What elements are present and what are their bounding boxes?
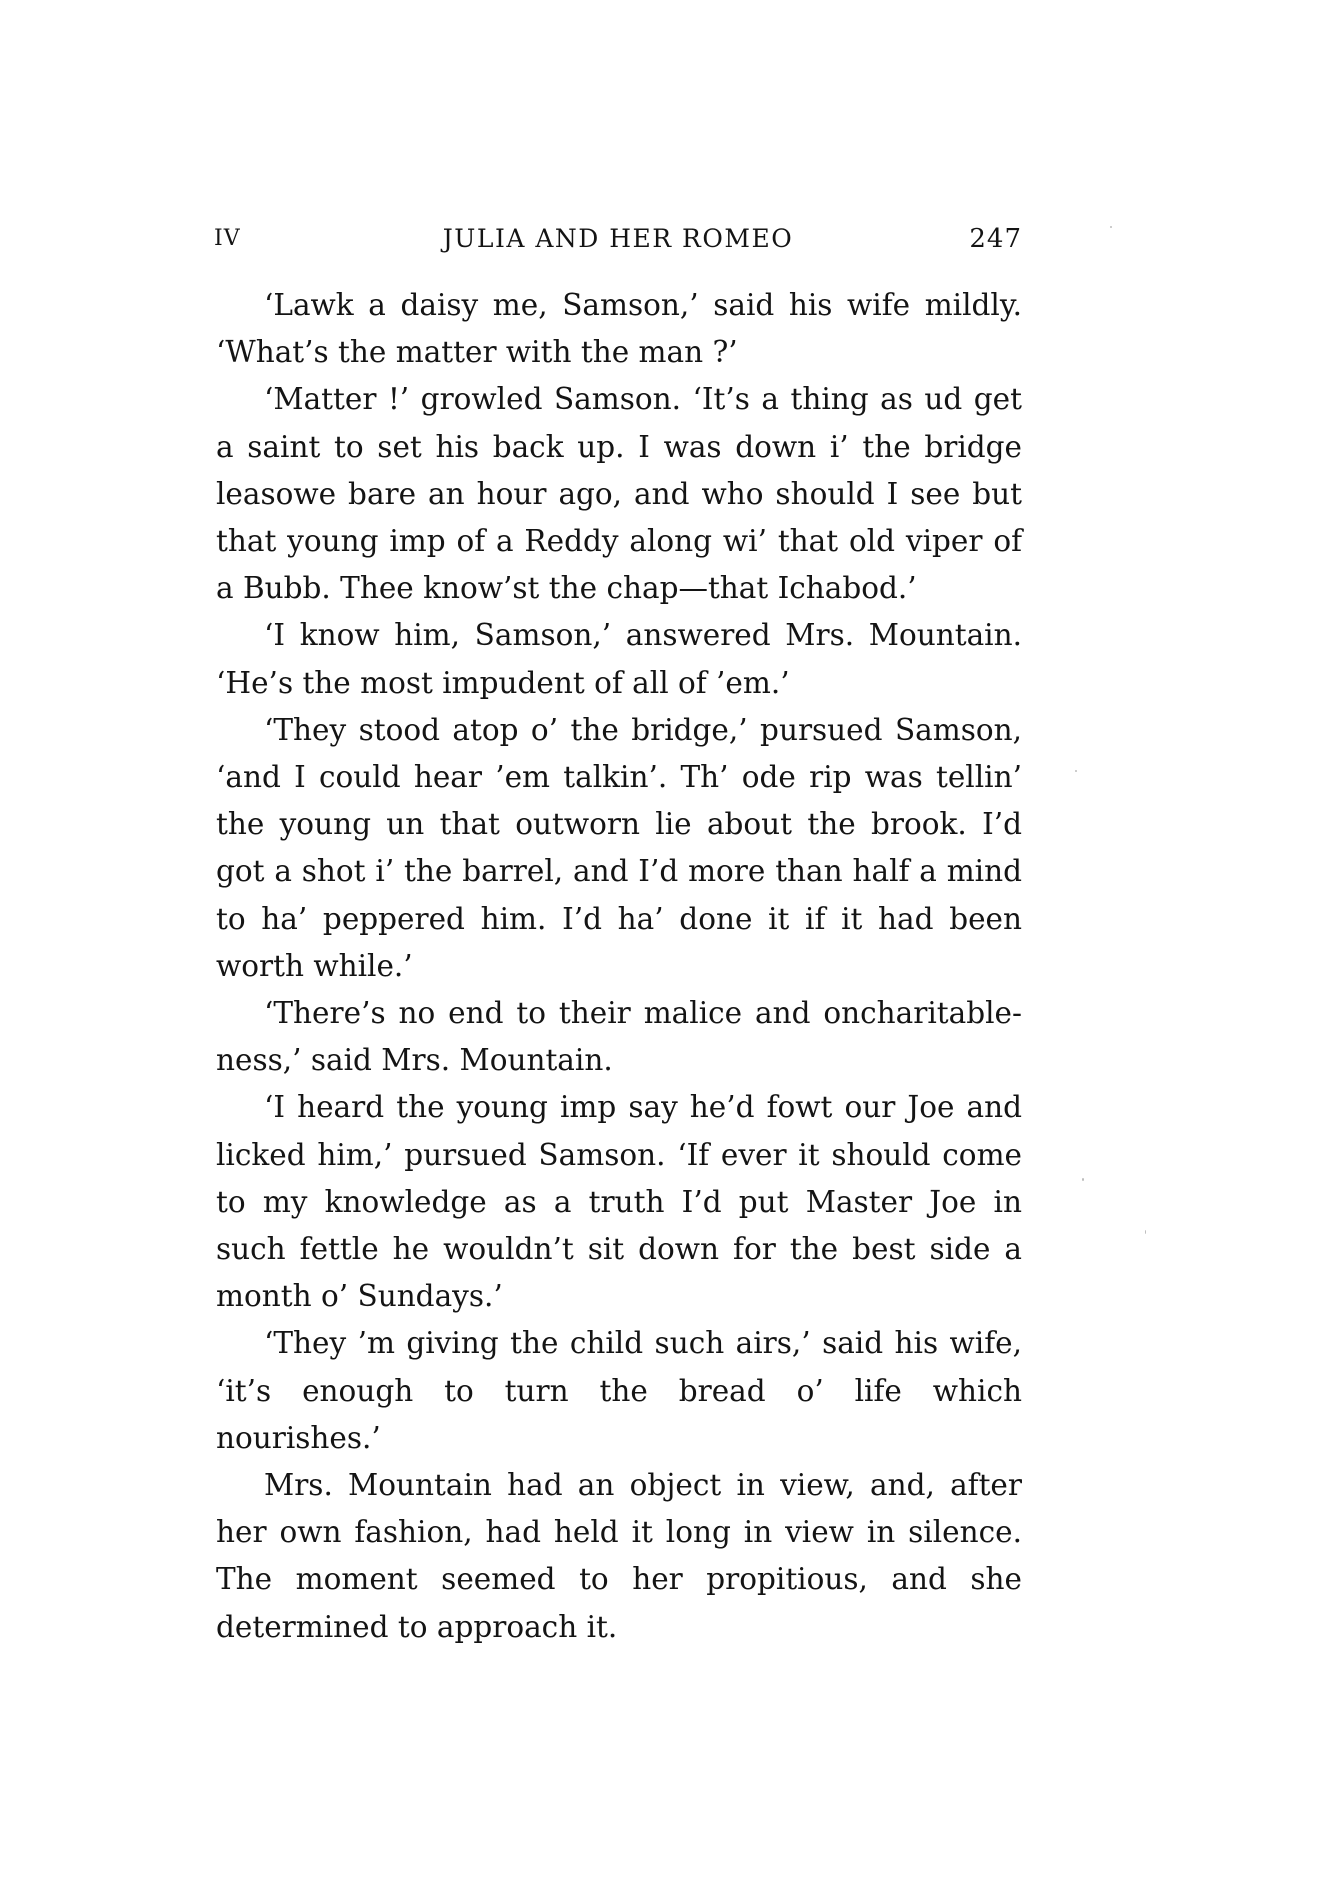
paper-speck <box>1110 226 1112 228</box>
paragraph-5: ‘There’s no end to their malice and oncharitableness,’ said Mrs. Mountain. <box>216 996 1022 1078</box>
paragraph-4: ‘They stood atop o’ the bridge,’ pursued Samson, ‘and I could hear ’em talkin’. Th’ ode rip was tellin’ the young un that outworn lie about the brook. I’d got a shot i’ the barrel, and I’d more than half a mind to ha’ peppered him. I’d ha’ done it if it had been worth while.’ <box>216 712 1022 983</box>
paragraph-8: Mrs. Mountain had an object in view, and, after her own fashion, had held it long in view in silence. The moment seemed to her propitious, and she determined to approach it. <box>216 1468 1022 1644</box>
body-text <box>216 282 1022 1651</box>
running-head <box>214 220 1022 264</box>
paper-speck <box>1075 770 1077 772</box>
running-title: JULIA AND HER ROMEO <box>442 224 794 253</box>
section-number: IV <box>214 226 241 251</box>
page-number: 247 <box>969 224 1022 254</box>
paper-speck <box>1082 1178 1084 1181</box>
paragraph-6: ‘I heard the young imp say he’d fowt our Joe and licked him,’ pursued Samson. ‘If ever it should come to my knowledge as a truth I’d put Master Joe in such fettle he wouldn’t sit down for the best side a month o’ Sundays.’ <box>216 1090 1022 1314</box>
paragraph-7: ‘They ’m giving the child such airs,’ said his wife, ‘it’s enough to turn the bread o’ life which nourishes.’ <box>216 1326 1022 1455</box>
paper-speck <box>1145 1230 1146 1234</box>
paragraph-1: ‘Lawk a daisy me, Samson,’ said his wife mildly. ‘What’s the matter with the man ?’ <box>216 288 1022 370</box>
paragraph-2: ‘Matter !’ growled Samson. ‘It’s a thing as ud get a saint to set his back up. I was down i’ the bridge leasowe bare an hour ago, and who should I see but that young imp of a Reddy along wi’ that old viper of a Bubb. Thee know’st the chap—that Ichabod.’ <box>216 382 1022 606</box>
paragraph-3: ‘I know him, Samson,’ answered Mrs. Mountain. ‘He’s the most impudent of all of ’em.’ <box>216 618 1022 700</box>
